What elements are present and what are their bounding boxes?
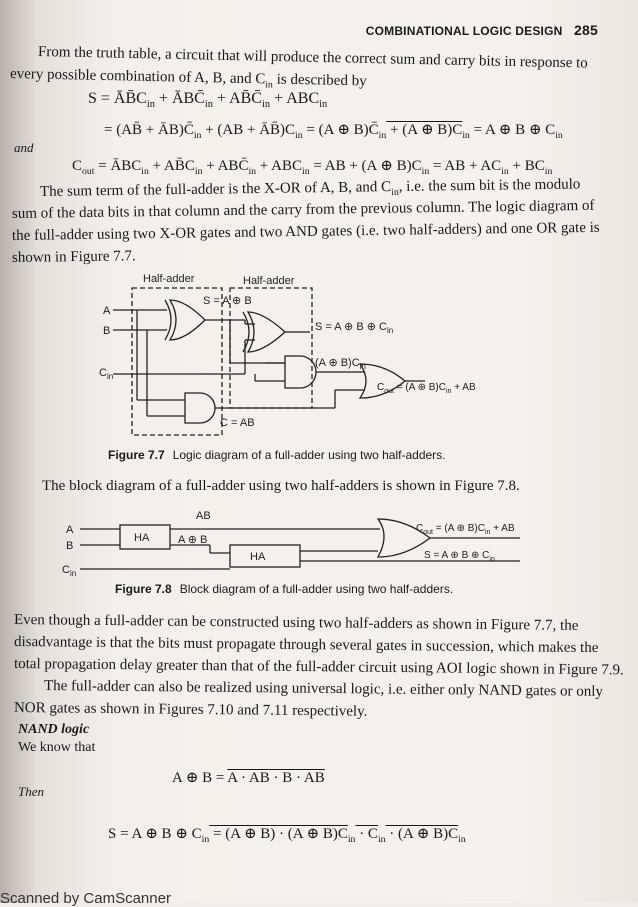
sum-equation-1: $S = ĀB̄C_{in}$ + $ĀBC̄_{in}$ + $AB̄C̄_{in} + ABC_{in}$ [88, 90, 328, 111]
fig77-half-adder-label-2: Half-adder [243, 275, 295, 287]
fig77-input-cin: $C_{in}$ [99, 367, 114, 381]
fig77-input-b: B [103, 325, 111, 337]
para1-line2: every possible combination of A, B, and $C_{in}$ is described by [9, 66, 367, 91]
figure-7-7-caption: Figure 7.7 Logic diagram of a full-adder using two half-adders. [108, 448, 446, 462]
sum-equation-2: = (AB̄ + $ĀB)C̄_{in} + (AB$ + $ĀB̄)C_{in} = (A$ ⊕ $B)C̄_{in} + (A$ ⊕ $B)C_{in} = A$ ⊕ B ⊕ $C_{in}$ [104, 122, 563, 141]
fig78-cout-label: $C_{out} = (A$ ⊕ $B)C_{in}$ + AB [416, 523, 515, 536]
para1-line1: From the truth table, a circuit that will produce the correct sum and carry bits in response to [37, 44, 588, 72]
margin-word-and: and [14, 140, 34, 155]
para4-line2: disadvantage is that the bits must propagate through several gates in succession, which makes the [13, 634, 599, 657]
para3-line1: The block diagram of a full-adder using two half-adders is shown in Figure 7.8. [42, 478, 520, 494]
fig77-cout-label: $C_{out} = (A$ ⊕ $B)C_{in}$ + AB [377, 382, 476, 395]
figure-7-8-block-diagram [60, 505, 530, 580]
fig78-ha-label-1: HA [134, 532, 150, 544]
figure-7-8-caption: Figure 7.8 Block diagram of a full-adder using two half-adders. [115, 582, 454, 596]
fig77-ab-cin-label: (A ⊕ $B)C_{in}$ [315, 357, 366, 371]
running-header [366, 22, 598, 38]
fig77-sum-label: S = A ⊕ B ⊕ $C_{in}$ [315, 321, 394, 335]
para2-line3: the full-adder using two X-OR gates and two AND gates (i.e. two half-adders) and one OR gate is [11, 219, 600, 244]
fig78-input-b: B [66, 540, 74, 552]
fig78-input-cin: $C_{in}$ [62, 564, 77, 578]
carry-equation: $C_{out}$ = $ĀBC_{in}$ + $AB̄C_{in}$ + $ABC̄_{in} + ABC_{in}$ = AB + (A ⊕ $B)C_{in}$ = AB + $AC_{in} + BC_{in}$ [72, 158, 553, 177]
page-number: 285 [574, 22, 598, 38]
fig77-s-ab-label: S = A ⊕ B [203, 295, 252, 307]
fig78-axb-label: A ⊕ B [178, 534, 208, 546]
para4-line4: The full-adder can also be realized using universal logic, i.e. either only NAND gates or only [43, 678, 604, 700]
scanner-watermark: Scanned by CamScanner [0, 890, 171, 907]
fig77-c-ab-label: C = AB [220, 417, 255, 429]
fig78-ha-label-2: HA [250, 551, 266, 563]
para2-line1: The sum term of the full-adder is the X-OR of A, B, and $C_{in}$, i.e. the sum bit is the modulo [39, 176, 581, 200]
xor-nand-equation: A ⊕ B = A · AB · B · AB [172, 770, 325, 786]
and-gate-2 [285, 356, 316, 388]
and-gate-1 [185, 393, 215, 423]
para2-line4: shown in Figure 7.7. [11, 248, 136, 266]
section-heading-nand-logic: NAND logic [18, 722, 90, 737]
para4-line5: NOR gates as shown in Figures 7.10 and 7.11 respectively. [13, 700, 368, 720]
para4-line3: total propagation delay greater than that of the full-adder circuit using AOI logic shown in Figure 7.9. [13, 656, 624, 679]
xor-gate-2 [248, 312, 285, 352]
fig78-ab-label: AB [196, 510, 211, 522]
margin-word-then: Then [18, 784, 44, 799]
figure-7-7-logic-diagram [95, 268, 515, 443]
para4-line1: Even though a full-adder can be constructed using two half-adders as shown in Figure 7.7, the [13, 612, 579, 634]
fig78-input-a: A [66, 524, 74, 536]
we-know-that: We know that [18, 740, 96, 755]
sum-nand-equation: S = A ⊕ B ⊕ $C_{in} = (A$ ⊕ B) · (A ⊕ $B)C_{in} \cdot C_{in} \cdot (A$ ⊕ $B)C_{in}$ [108, 826, 466, 845]
fig77-half-adder-label-1: Half-adder [143, 273, 195, 285]
fig77-input-a: A [103, 305, 111, 317]
fig78-sum-label: S = A ⊕ B ⊕ $C_{in}$ [424, 550, 495, 563]
para2-line2: sum of the data bits in that column and the carry from the previous column. The logic diagram of [11, 197, 595, 222]
chapter-title: COMBINATIONAL LOGIC DESIGN [365, 24, 563, 38]
xor-gate-1 [170, 300, 205, 340]
